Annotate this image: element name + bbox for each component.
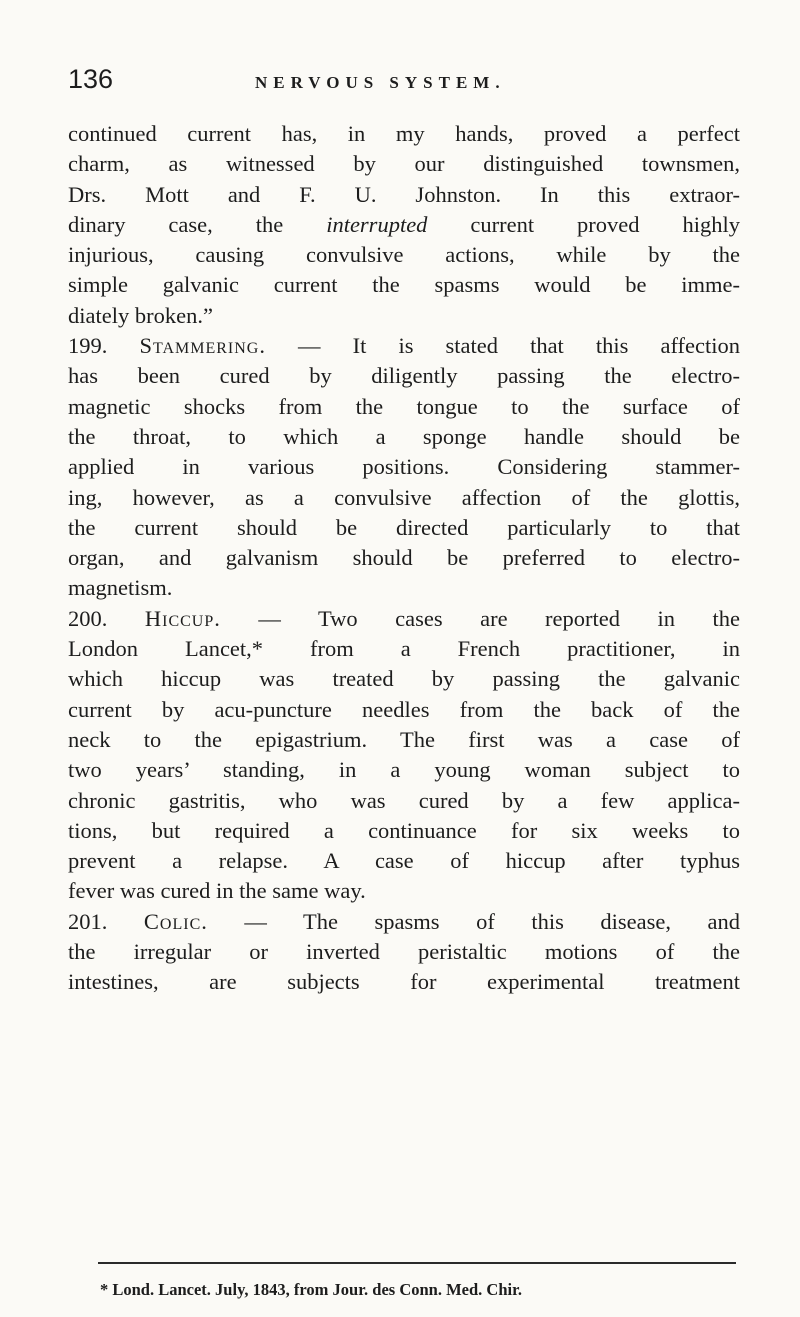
text-run: current proved highly [427,211,740,237]
text-run: — Two cases are reported in the [220,605,740,631]
text-line: magnetic shocks from the tongue to the surface of [68,393,740,419]
text-line: simple galvanic current the spasms would be imme- [68,272,740,298]
text-line: neck to the epigastrium. The first was a case of [68,726,740,752]
text-line: London Lancet,* from a French practitioner, in [68,636,740,662]
text-line: prevent a relapse. A case of hiccup after typhus [68,848,740,874]
text-line: injurious, causing convulsive actions, while by the [68,242,740,268]
text-line: fever was cured in the same way. [68,878,366,904]
text-line: chronic gastritis, who was cured by a few applica- [68,787,740,813]
footnote: * Lond. Lancet. July, 1843, from Jour. des Conn. Med. Chir. [100,1280,523,1299]
text-line [68,907,740,937]
section-number: 199. [68,333,140,359]
footnote-divider [98,1262,736,1264]
text-line: which hiccup was treated by passing the galvanic [68,666,740,692]
text-line: two years’ standing, in a young woman subject to [68,757,740,783]
section-heading: Colic. [143,908,208,934]
text-line: diately broken.” [68,302,213,328]
page-header [68,64,748,104]
text-run: dinary case, the [68,211,327,237]
text-line: the irregular or inverted peristaltic motions of the [68,939,740,965]
text-line [68,210,740,240]
text-line: ing, however, as a convulsive affection of the glottis, [68,484,740,510]
text-line [68,331,740,361]
text-line: charm, as witnessed by our distinguished townsmen, [68,151,740,177]
text-line: magnetism. [68,575,173,601]
text-line: current by acu-puncture needles from the back of the [68,696,740,722]
text-line: the throat, to which a sponge handle should be [68,423,740,449]
section-heading: Stammering. [139,333,266,359]
text-line [68,604,740,634]
text-line: continued current has, in my hands, proved a perfect [68,121,740,146]
text-line: intestines, are subjects for experimental treatment [68,969,740,995]
text-line: organ, and galvanism should be preferred to electro- [68,545,740,571]
text-line: the current should be directed particularly to that [68,514,740,540]
section-heading: Hiccup. [144,605,221,631]
text-run: — The spasms of this disease, and [207,908,740,934]
text-run: — It is stated that this affection [265,333,740,359]
text-line: applied in various positions. Considering stammer- [68,454,740,480]
section-number: 201. [68,908,144,934]
text-line: tions, but required a continuance for six weeks to [68,817,740,843]
body-text [68,119,740,998]
page-number: 136 [68,64,114,94]
section-number: 200. [68,605,145,631]
italic-term: interrupted [326,211,428,237]
running-head: NERVOUS SYSTEM. [255,73,506,92]
text-line: has been cured by diligently passing the electro- [68,363,740,389]
text-line: Drs. Mott and F. U. Johnston. In this extraor- [68,181,740,207]
